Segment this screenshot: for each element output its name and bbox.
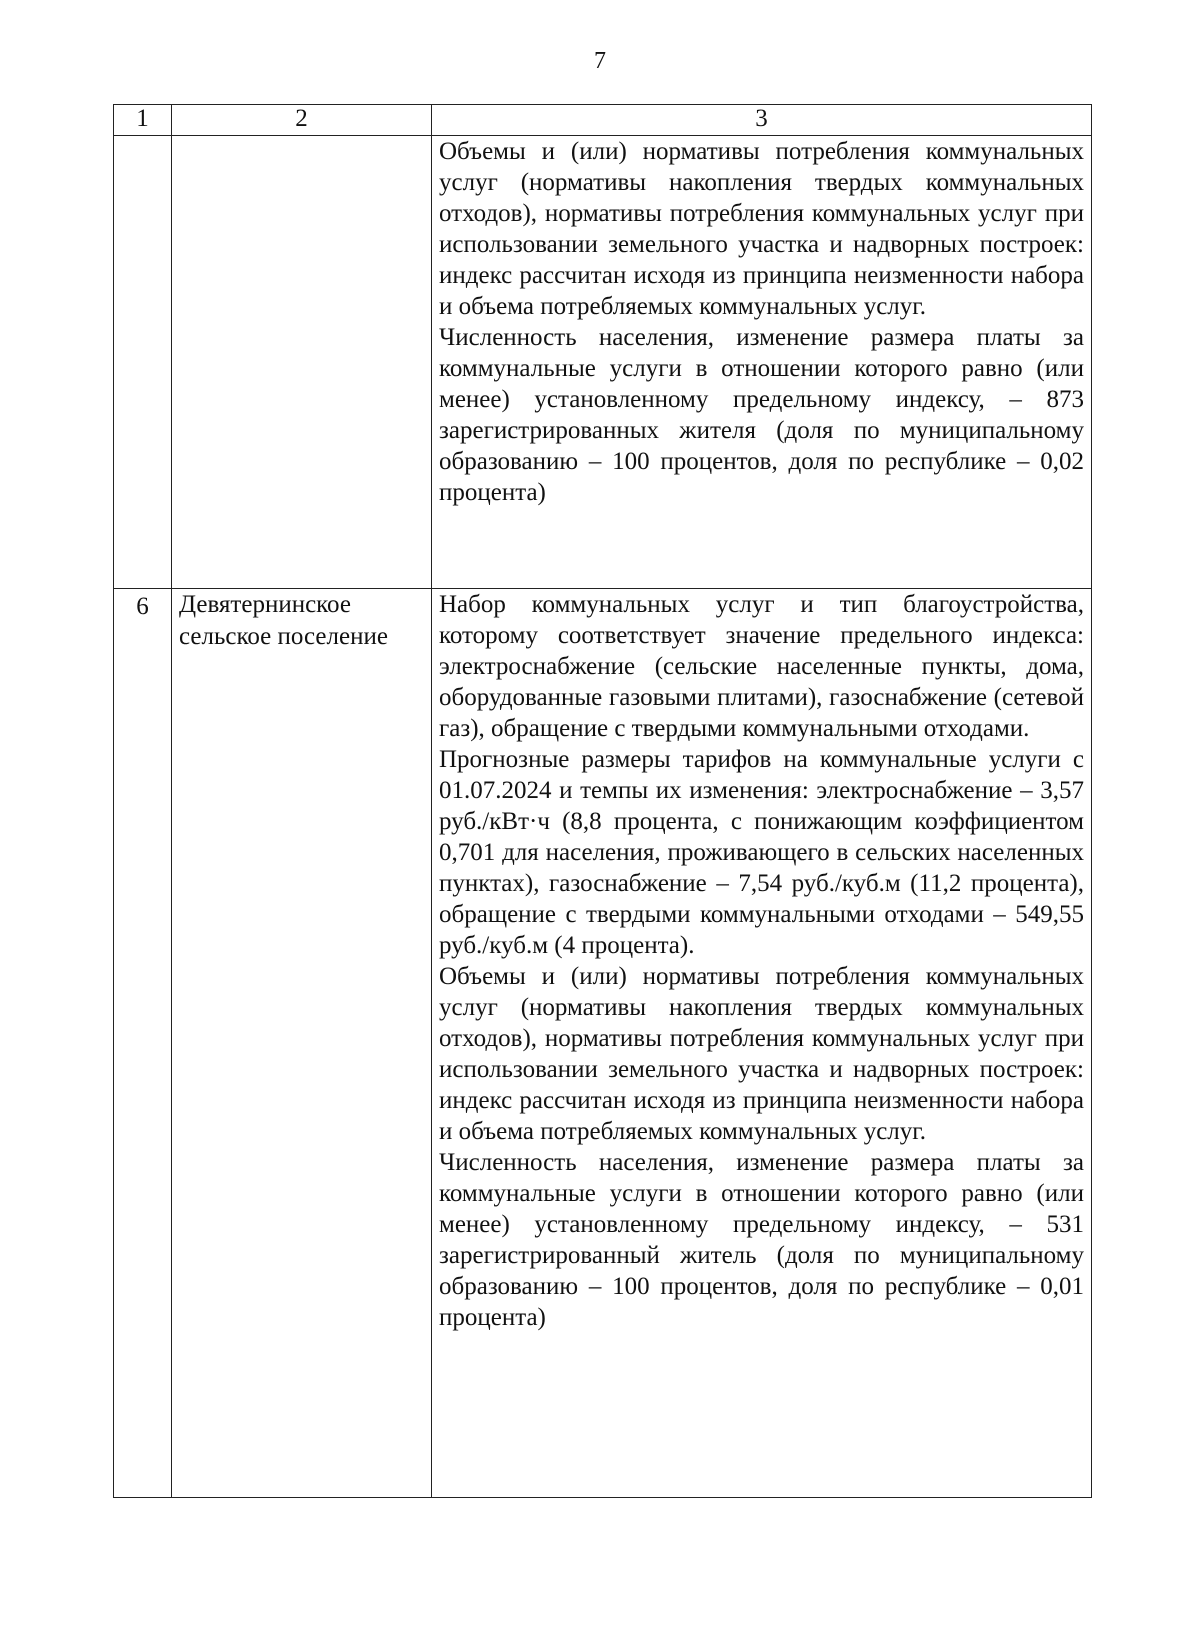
- row-content: [432, 136, 1092, 589]
- header-cell-1: 1: [114, 105, 172, 136]
- table-header-row: [114, 105, 1092, 136]
- paragraph: Набор коммунальных услуг и тип благоустройства, которому соответствует значение предельного индекса: электроснабжение (сельские населенные пункты, дома, оборудованные газовыми плитами), газоснабжение (сетевой газ), обращение с твердыми коммунальными отходами.: [439, 591, 1084, 742]
- paragraph: Прогнозные размеры тарифов на коммунальные услуги с 01.07.2024 и темпы их изменения: электроснабжение – 3,57 руб./кВт·ч (8,8 процента, с понижающим коэффициентом 0,701 для населения, проживающего в сельских населенных пунктах), газоснабжение – 7,54 руб./куб.м (11,2 процента), обращение с твердыми коммунальными отходами – 549,55 руб./куб.м (4 процента).: [439, 746, 1084, 959]
- paragraph: Численность населения, изменение размера платы за коммунальные услуги в отношении которого равно (или менее) установленному предельному индексу, – 531 зарегистрированный житель (доля по муниципальному образованию – 100 процентов, доля по республике – 0,01 процента): [439, 1149, 1084, 1331]
- row-name: [172, 136, 432, 589]
- row-content: [432, 589, 1092, 1498]
- table-row: [114, 136, 1092, 589]
- page-number: 7: [594, 48, 606, 74]
- row-name: Девятернинское сельское поселение: [172, 589, 432, 1498]
- paragraph: Численность населения, изменение размера платы за коммунальные услуги в отношении которого равно (или менее) установленному предельному индексу, – 873 зарегистрированных жителя (доля по муниципальному образованию – 100 процентов, доля по республике – 0,02 процента): [439, 324, 1084, 506]
- header-cell-2: 2: [172, 105, 432, 136]
- header-cell-3: 3: [432, 105, 1092, 136]
- table-row: [114, 589, 1092, 1498]
- paragraph: Объемы и (или) нормативы потребления коммунальных услуг (нормативы накопления твердых коммунальных отходов), нормативы потребления коммунальных услуг при использовании земельного участка и надворных построек: индекс рассчитан исходя из принципа неизменности набора и объема потребляемых коммунальных услуг.: [439, 138, 1084, 320]
- data-table: [113, 104, 1092, 1498]
- row-number: 6: [114, 589, 172, 1498]
- row-number: [114, 136, 172, 589]
- paragraph: Объемы и (или) нормативы потребления коммунальных услуг (нормативы накопления твердых коммунальных отходов), нормативы потребления коммунальных услуг при использовании земельного участка и надворных построек: индекс рассчитан исходя из принципа неизменности набора и объема потребляемых коммунальных услуг.: [439, 963, 1084, 1145]
